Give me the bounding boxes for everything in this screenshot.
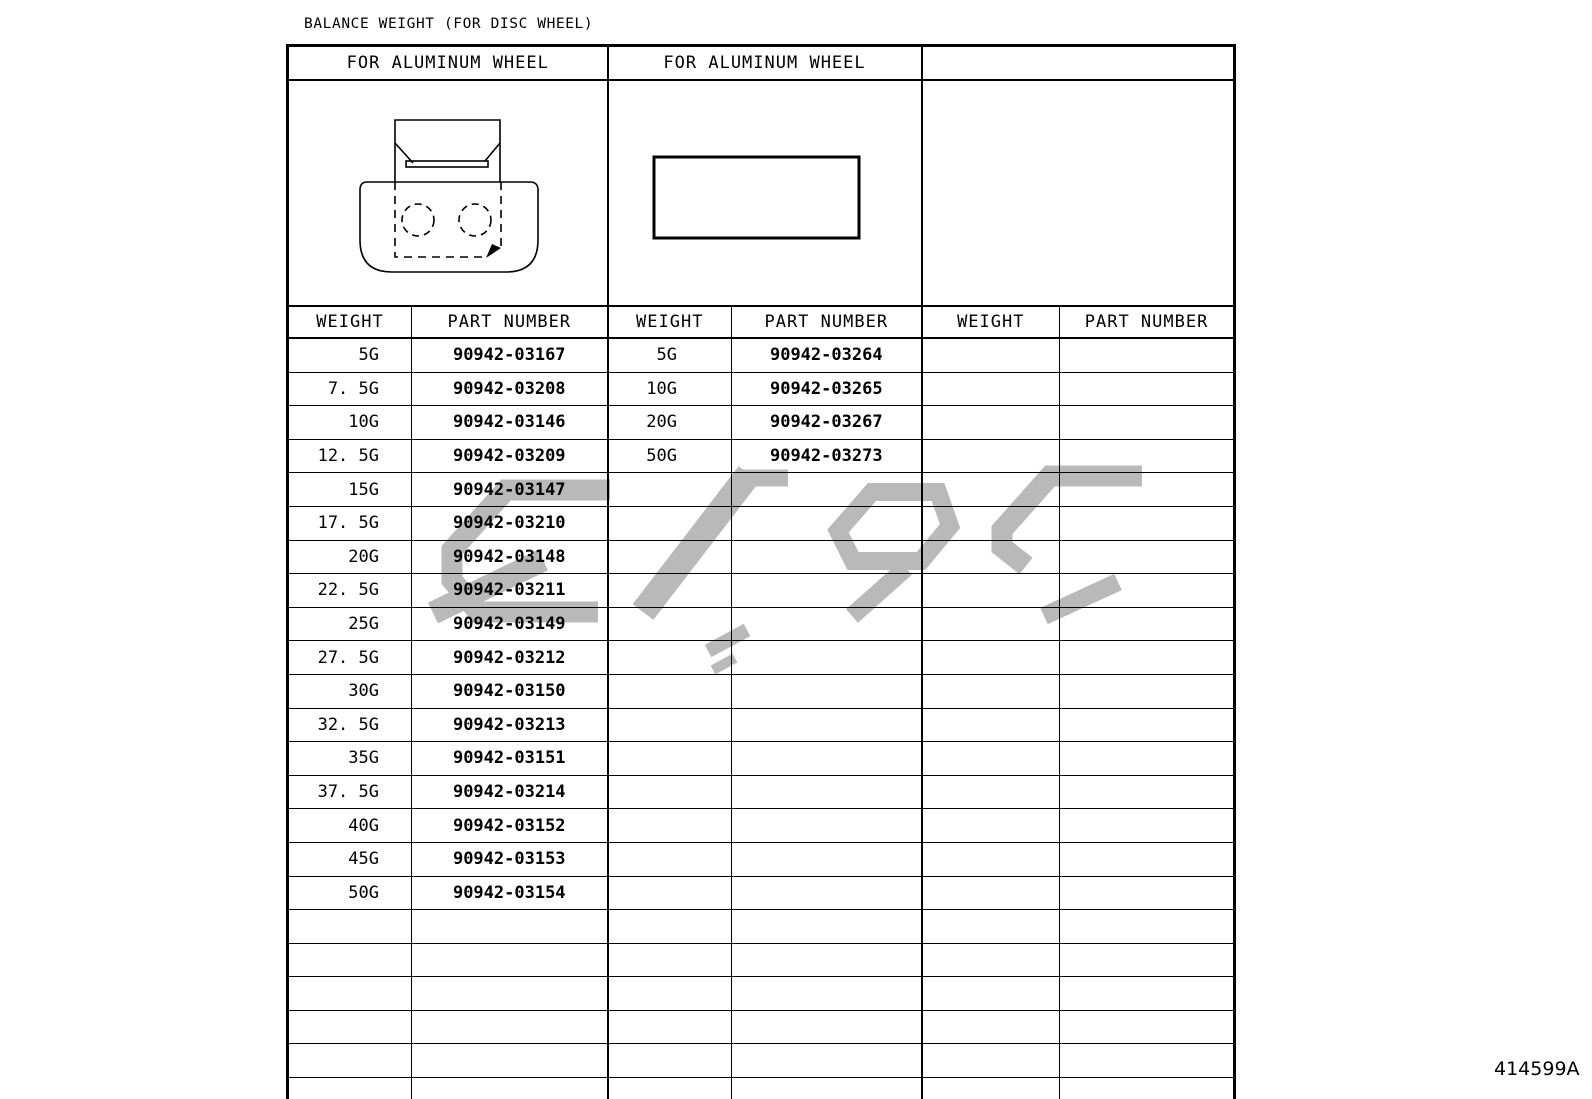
table-row — [288, 742, 1235, 776]
table-row — [288, 1010, 1235, 1044]
part-number-cell: 90942-03151 — [412, 742, 608, 776]
part-number-cell: 90942-03214 — [412, 775, 608, 809]
weight-cell: 17. 5G — [288, 506, 412, 540]
weight-cell — [922, 842, 1060, 876]
part-number-cell — [412, 1010, 608, 1044]
weight-cell: 22. 5G — [288, 574, 412, 608]
table-row — [288, 1044, 1235, 1078]
weight-cell — [608, 876, 732, 910]
part-number-cell — [1060, 708, 1235, 742]
weight-cell — [608, 1078, 732, 1099]
part-number-cell: 90942-03167 — [412, 338, 608, 372]
part-number-cell — [732, 540, 922, 574]
part-number-cell — [412, 977, 608, 1011]
weight-cell — [922, 876, 1060, 910]
part-number-cell — [732, 876, 922, 910]
weight-cell — [922, 910, 1060, 944]
weight-cell — [608, 540, 732, 574]
weight-cell — [288, 1044, 412, 1078]
part-number-cell: 90942-03265 — [732, 372, 922, 406]
part-number-cell: 90942-03267 — [732, 406, 922, 440]
part-number-cell — [1060, 910, 1235, 944]
weight-cell: 7. 5G — [288, 372, 412, 406]
table-row — [288, 708, 1235, 742]
weight-cell — [922, 641, 1060, 675]
table-row — [288, 1078, 1235, 1099]
part-number-cell — [732, 1010, 922, 1044]
weight-cell — [922, 775, 1060, 809]
weight-cell — [608, 708, 732, 742]
group-header-aluminum-2: FOR ALUMINUM WHEEL — [608, 46, 922, 81]
part-number-cell — [732, 641, 922, 675]
part-number-cell — [732, 910, 922, 944]
clip-on-weight-drawing — [289, 81, 608, 301]
weight-cell — [922, 977, 1060, 1011]
weight-cell — [608, 607, 732, 641]
weight-cell — [608, 674, 732, 708]
part-number-cell — [412, 1078, 608, 1099]
weight-cell: 10G — [608, 372, 732, 406]
part-number-cell — [732, 742, 922, 776]
weight-cell: 15G — [288, 473, 412, 507]
weight-cell: 10G — [288, 406, 412, 440]
table-row — [288, 506, 1235, 540]
clip-weight-cell — [288, 80, 608, 306]
blank-illustration-cell — [922, 80, 1235, 306]
weight-cell — [922, 674, 1060, 708]
table-row — [288, 641, 1235, 675]
table-row — [288, 977, 1235, 1011]
part-number-cell — [1060, 775, 1235, 809]
weight-cell: 45G — [288, 842, 412, 876]
part-number-cell — [1060, 876, 1235, 910]
weight-cell — [922, 506, 1060, 540]
weight-cell — [288, 1010, 412, 1044]
part-number-cell — [1060, 977, 1235, 1011]
weight-cell — [922, 473, 1060, 507]
table-row — [288, 775, 1235, 809]
part-number-cell: 90942-03146 — [412, 406, 608, 440]
part-number-cell — [732, 473, 922, 507]
weight-cell — [922, 1078, 1060, 1099]
column-header-row — [288, 306, 1235, 338]
part-number-cell: 90942-03264 — [732, 338, 922, 372]
arrow-mark — [486, 244, 501, 258]
weight-cell — [922, 809, 1060, 843]
weight-cell — [608, 473, 732, 507]
col-header-weight-3: WEIGHT — [922, 306, 1060, 338]
weight-cell — [608, 742, 732, 776]
figure-code: 414599A — [1494, 1058, 1580, 1080]
adhesive-weight-drawing — [609, 81, 922, 301]
part-number-cell — [1060, 842, 1235, 876]
part-number-cell — [412, 943, 608, 977]
weight-cell: 5G — [288, 338, 412, 372]
table-row — [288, 943, 1235, 977]
part-number-cell: 90942-03210 — [412, 506, 608, 540]
weight-cell: 50G — [608, 439, 732, 473]
part-number-cell: 90942-03208 — [412, 372, 608, 406]
part-number-cell — [1060, 809, 1235, 843]
weight-cell — [288, 943, 412, 977]
weight-cell — [922, 406, 1060, 440]
part-number-cell: 90942-03213 — [412, 708, 608, 742]
weight-cell — [608, 574, 732, 608]
part-number-cell: 90942-03212 — [412, 641, 608, 675]
part-number-cell — [732, 607, 922, 641]
part-number-cell: 90942-03149 — [412, 607, 608, 641]
weight-cell — [288, 1078, 412, 1099]
weight-cell: 27. 5G — [288, 641, 412, 675]
part-number-cell — [1060, 473, 1235, 507]
group-header-row — [288, 46, 1235, 81]
weight-cell: 50G — [288, 876, 412, 910]
table-row — [288, 607, 1235, 641]
part-number-cell — [1060, 372, 1235, 406]
weight-cell — [922, 943, 1060, 977]
part-number-cell — [1060, 742, 1235, 776]
weight-cell: 35G — [288, 742, 412, 776]
table-row — [288, 439, 1235, 473]
balance-weight-table — [286, 44, 1236, 1099]
table-row — [288, 372, 1235, 406]
weight-cell: 5G — [608, 338, 732, 372]
col-header-weight-1: WEIGHT — [288, 306, 412, 338]
table-row — [288, 574, 1235, 608]
page-title: BALANCE WEIGHT (FOR DISC WHEEL) — [304, 16, 594, 32]
stick-weight-cell — [608, 80, 922, 306]
table-row — [288, 876, 1235, 910]
weight-cell: 37. 5G — [288, 775, 412, 809]
col-header-part-2: PART NUMBER — [732, 306, 922, 338]
weight-cell — [922, 607, 1060, 641]
part-number-cell — [1060, 674, 1235, 708]
part-number-cell — [732, 775, 922, 809]
table-row — [288, 540, 1235, 574]
part-number-cell — [1060, 1078, 1235, 1099]
weight-cell — [922, 708, 1060, 742]
part-number-cell — [1060, 943, 1235, 977]
weight-cell: 20G — [288, 540, 412, 574]
part-number-cell: 90942-03150 — [412, 674, 608, 708]
weight-cell — [608, 842, 732, 876]
weight-cell — [922, 574, 1060, 608]
part-number-cell — [732, 574, 922, 608]
part-number-cell — [1060, 439, 1235, 473]
part-number-cell — [732, 708, 922, 742]
weight-cell — [608, 775, 732, 809]
part-number-cell — [1060, 506, 1235, 540]
weight-cell — [608, 1044, 732, 1078]
weight-cell — [922, 1010, 1060, 1044]
weight-cell — [288, 910, 412, 944]
weight-cell — [922, 338, 1060, 372]
weight-cell: 40G — [288, 809, 412, 843]
table-row — [288, 406, 1235, 440]
group-header-blank — [922, 46, 1235, 81]
part-number-cell — [732, 1078, 922, 1099]
part-number-cell: 90942-03273 — [732, 439, 922, 473]
part-number-cell — [1060, 641, 1235, 675]
part-number-cell — [1060, 338, 1235, 372]
balance-weight-table-wrapper — [286, 44, 1236, 1099]
weight-cell: 30G — [288, 674, 412, 708]
part-number-cell — [732, 809, 922, 843]
weight-cell — [922, 1044, 1060, 1078]
part-number-cell — [412, 1044, 608, 1078]
weight-cell — [922, 540, 1060, 574]
col-header-weight-2: WEIGHT — [608, 306, 732, 338]
weight-cell — [288, 977, 412, 1011]
part-number-cell — [412, 910, 608, 944]
table-row — [288, 473, 1235, 507]
table-row — [288, 338, 1235, 372]
weight-cell — [608, 943, 732, 977]
part-number-cell — [732, 842, 922, 876]
weight-cell — [922, 372, 1060, 406]
part-number-cell: 90942-03153 — [412, 842, 608, 876]
part-number-cell — [732, 977, 922, 1011]
weight-cell: 32. 5G — [288, 708, 412, 742]
illustration-row — [288, 80, 1235, 306]
table-row — [288, 910, 1235, 944]
part-number-cell: 90942-03152 — [412, 809, 608, 843]
part-number-cell: 90942-03209 — [412, 439, 608, 473]
part-number-cell — [1060, 406, 1235, 440]
table-row — [288, 674, 1235, 708]
part-number-cell — [732, 674, 922, 708]
weight-cell — [608, 1010, 732, 1044]
col-header-part-1: PART NUMBER — [412, 306, 608, 338]
weight-cell — [608, 641, 732, 675]
part-number-cell — [1060, 540, 1235, 574]
weight-cell — [608, 809, 732, 843]
part-number-cell: 90942-03211 — [412, 574, 608, 608]
part-number-cell — [1060, 574, 1235, 608]
part-number-cell: 90942-03147 — [412, 473, 608, 507]
part-number-cell — [732, 1044, 922, 1078]
weight-cell — [608, 506, 732, 540]
weight-cell: 25G — [288, 607, 412, 641]
part-number-cell — [1060, 607, 1235, 641]
weight-cell — [922, 439, 1060, 473]
weight-cell — [922, 742, 1060, 776]
weight-cell — [608, 977, 732, 1011]
weight-cell: 12. 5G — [288, 439, 412, 473]
col-header-part-3: PART NUMBER — [1060, 306, 1235, 338]
weight-cell — [608, 910, 732, 944]
part-number-cell — [1060, 1044, 1235, 1078]
part-number-cell — [732, 943, 922, 977]
table-row — [288, 842, 1235, 876]
group-header-aluminum-1: FOR ALUMINUM WHEEL — [288, 46, 608, 81]
table-row — [288, 809, 1235, 843]
part-number-cell — [1060, 1010, 1235, 1044]
part-number-cell: 90942-03154 — [412, 876, 608, 910]
weight-cell: 20G — [608, 406, 732, 440]
part-number-cell: 90942-03148 — [412, 540, 608, 574]
part-number-cell — [732, 506, 922, 540]
